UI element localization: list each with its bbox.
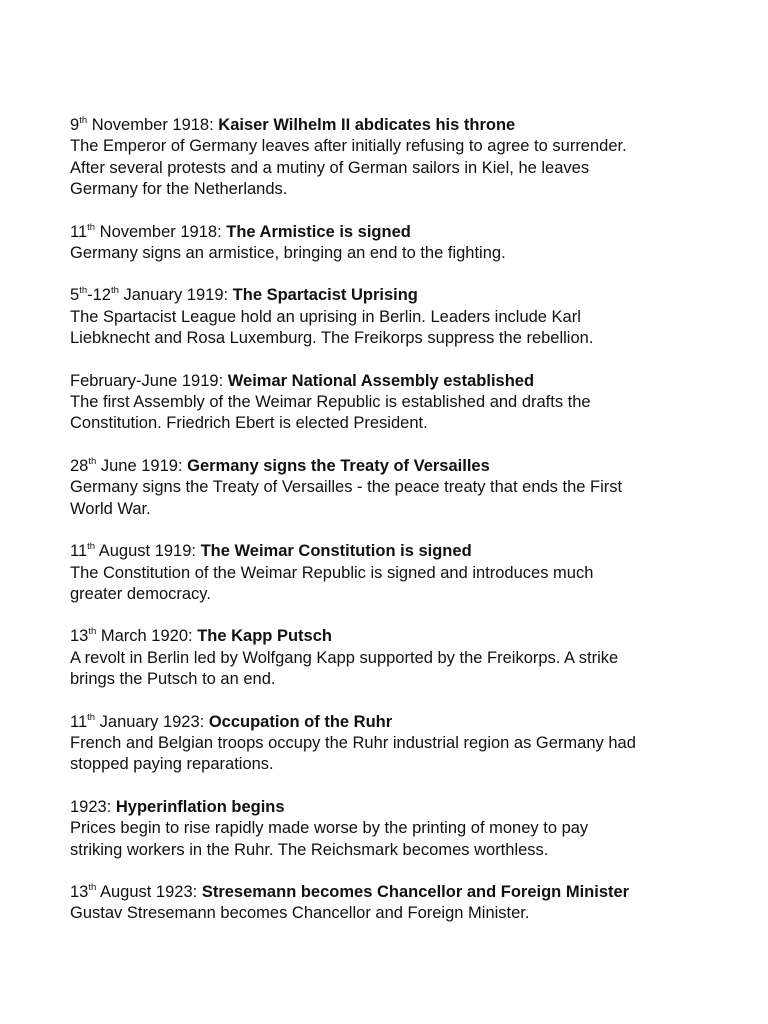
date-text: 5 xyxy=(70,286,80,305)
timeline-entry xyxy=(70,797,730,861)
timeline-entry xyxy=(70,626,730,690)
entry-heading xyxy=(70,371,730,392)
entry-description xyxy=(70,307,730,350)
entry-description xyxy=(70,648,730,691)
date-text: 11 xyxy=(70,712,88,731)
description-line: After several protests and a mutiny of German sailors in Kiel, he leaves xyxy=(70,158,590,177)
entry-date xyxy=(70,457,187,475)
entry-title: Kaiser Wilhelm II abdicates his throne xyxy=(218,116,516,134)
description-line: Constitution. Friedrich Ebert is elected President. xyxy=(70,414,428,433)
entry-heading xyxy=(70,626,730,647)
entry-date xyxy=(70,286,233,304)
date-text: February-June 1919: xyxy=(70,371,228,390)
timeline-entry xyxy=(70,115,730,201)
entry-heading xyxy=(70,712,730,733)
description-line: Germany signs the Treaty of Versailles - the peace treaty that ends the First xyxy=(70,478,623,497)
entry-title: The Weimar Constitution is signed xyxy=(200,542,472,561)
description-line: Germany signs an armistice, bringing an end to the fighting. xyxy=(70,244,506,263)
entry-heading xyxy=(70,285,730,306)
description-line: Germany for the Netherlands. xyxy=(70,180,288,199)
timeline-entry xyxy=(70,456,730,520)
description-line: The Constitution of the Weimar Republic is signed and introduces much xyxy=(70,563,594,582)
entry-date xyxy=(70,713,209,731)
date-text: August 1919: xyxy=(95,542,201,561)
entry-description xyxy=(70,392,730,435)
date-text: November 1918: xyxy=(95,222,227,241)
entry-title: Hyperinflation begins xyxy=(115,797,285,816)
date-ordinal-suffix: th xyxy=(79,115,88,126)
entry-description xyxy=(70,136,730,200)
description-line: French and Belgian troops occupy the Ruhr industrial region as Germany had xyxy=(70,733,636,752)
description-line: The Spartacist League hold an uprising in Berlin. Leaders include Karl xyxy=(70,307,581,326)
date-text: 13 xyxy=(70,627,89,646)
date-text: January 1923: xyxy=(95,712,209,731)
timeline-entry xyxy=(70,712,730,776)
date-text: 1923: xyxy=(70,797,116,816)
description-line: stopped paying reparations. xyxy=(70,755,274,774)
entry-title: The Kapp Putsch xyxy=(197,627,332,646)
date-ordinal-suffix: th xyxy=(88,455,97,467)
date-text: June 1919: xyxy=(96,456,188,475)
timeline-entry xyxy=(70,882,730,925)
entry-date xyxy=(70,542,201,560)
entry-description xyxy=(70,477,730,520)
description-line: Gustav Stresemann becomes Chancellor and Foreign Minister. xyxy=(70,904,530,923)
entry-heading xyxy=(70,541,730,562)
entry-date xyxy=(70,372,228,390)
entry-title: The Armistice is signed xyxy=(226,222,411,241)
date-ordinal-suffix: th xyxy=(87,541,96,553)
date-ordinal-suffix: th xyxy=(88,626,97,638)
entry-heading xyxy=(70,456,730,477)
entry-heading xyxy=(70,882,730,903)
entry-description xyxy=(70,733,730,776)
date-text: 28 xyxy=(70,456,89,475)
entry-heading xyxy=(70,222,730,243)
description-line: A revolt in Berlin led by Wolfgang Kapp supported by the Freikorps. A strike xyxy=(70,648,619,667)
description-line: striking workers in the Ruhr. The Reichsmark becomes worthless. xyxy=(70,840,549,859)
timeline-document xyxy=(70,115,730,946)
timeline-entry xyxy=(70,285,730,349)
date-text: 11 xyxy=(70,542,88,561)
entry-date xyxy=(70,223,226,241)
date-ordinal-suffix: th xyxy=(87,221,96,233)
description-line: The first Assembly of the Weimar Republic is established and drafts the xyxy=(70,393,591,412)
timeline-entry xyxy=(70,541,730,605)
date-text: March 1920: xyxy=(96,627,198,646)
date-text: 11 xyxy=(70,222,88,241)
date-text: 9 xyxy=(70,116,80,134)
entry-title: The Spartacist Uprising xyxy=(232,286,418,305)
entry-description xyxy=(70,563,730,606)
date-ordinal-suffix: th xyxy=(110,285,119,297)
date-text: -12 xyxy=(87,286,111,305)
entry-title: Weimar National Assembly established xyxy=(227,371,535,390)
date-text: August 1923: xyxy=(96,882,202,901)
entry-title: Stresemann becomes Chancellor and Foreign Minister xyxy=(201,882,630,901)
entry-description xyxy=(70,903,730,924)
entry-date xyxy=(70,627,197,645)
date-text: 13 xyxy=(70,882,89,901)
description-line: greater democracy. xyxy=(70,584,211,603)
timeline-entry xyxy=(70,371,730,435)
entry-description xyxy=(70,243,730,264)
description-line: brings the Putsch to an end. xyxy=(70,670,276,689)
date-text: November 1918: xyxy=(87,116,219,134)
timeline-entry xyxy=(70,222,730,265)
entry-title: Occupation of the Ruhr xyxy=(208,712,393,731)
date-ordinal-suffix: th xyxy=(87,711,96,723)
description-line: Liebknecht and Rosa Luxemburg. The Freikorps suppress the rebellion. xyxy=(70,329,594,348)
description-line: Prices begin to rise rapidly made worse by the printing of money to pay xyxy=(70,819,589,838)
entry-description xyxy=(70,818,730,861)
entry-date xyxy=(70,883,202,901)
entry-heading xyxy=(70,797,730,818)
description-line: The Emperor of Germany leaves after initially refusing to agree to surrender. xyxy=(70,137,627,156)
entry-title: Germany signs the Treaty of Versailles xyxy=(187,456,490,475)
date-ordinal-suffix: th xyxy=(79,285,88,297)
description-line: World War. xyxy=(70,499,151,518)
entry-date xyxy=(70,116,218,134)
entry-heading xyxy=(70,115,730,136)
date-ordinal-suffix: th xyxy=(88,881,97,893)
date-text: January 1919: xyxy=(118,286,233,305)
entry-date xyxy=(70,798,116,816)
